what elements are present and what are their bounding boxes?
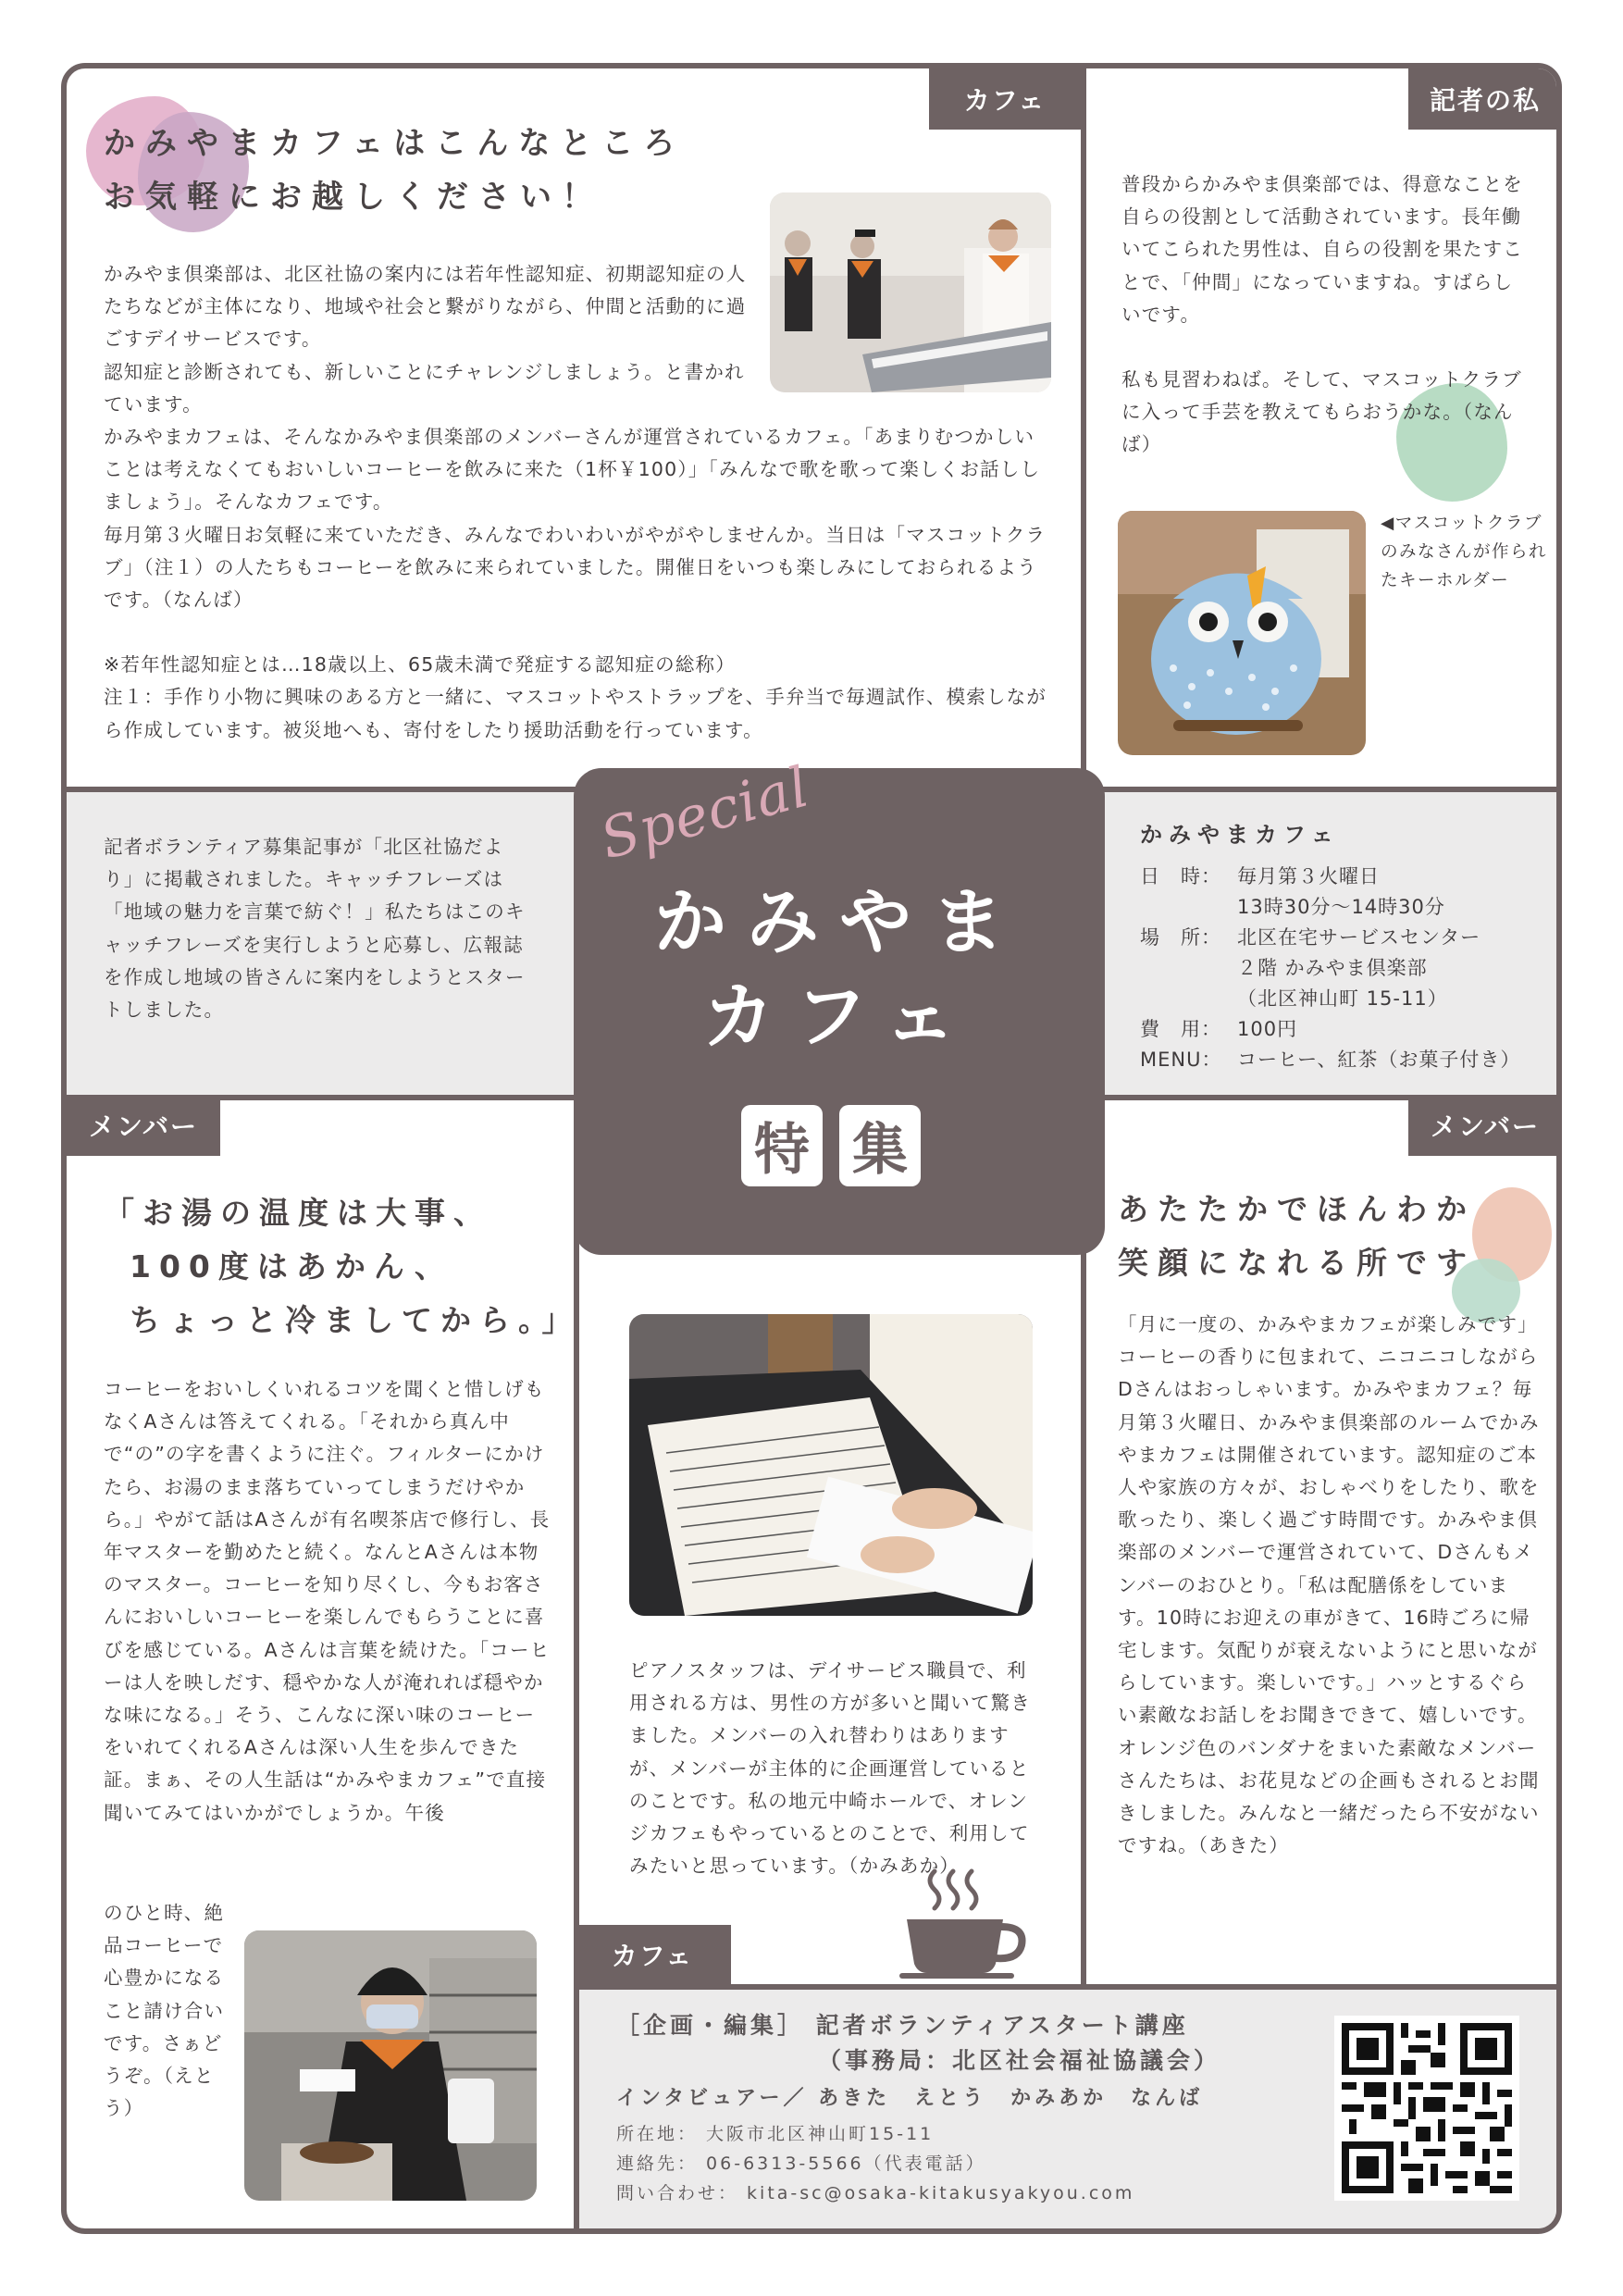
member-right-heading-line2: 笑顔になれる所です: [1118, 1245, 1476, 1281]
info-key-time: [1140, 892, 1237, 923]
info-key-date: 日 時：: [1140, 865, 1221, 887]
intro-heading-line2: お気軽にお越しください！: [104, 179, 603, 216]
intro-text-1: かみやま倶楽部は、北区社協の案内には若年性認知症、初期認知症の人たちなどが主体になり、地域や社会と繋がりながら、仲間と活動的に過ごすデイサービスです。: [104, 263, 747, 351]
tag-cafe-bottom: カフェ: [574, 1925, 731, 1984]
intro-text-4: 毎月第３火曜日お気軽に来ていただき、みんなでわいわいがやがやしませんか。当日は「マスコットクラブ」（注１）の人たちもコーヒーを飲みに来られていました。開催日をいつも楽しみにしておられるようです。（なんば）: [104, 523, 1047, 612]
info-val-address: （北区神山町 15-11）: [1237, 987, 1448, 1010]
photo-master-coffee: [244, 1930, 537, 2201]
special-title-line1: かみやま: [653, 881, 1024, 964]
tag-member-right: メンバー: [1408, 1095, 1562, 1156]
intro-heading: [104, 117, 751, 224]
member-right-heading: [1118, 1183, 1553, 1290]
footer-text: [616, 2008, 1282, 2208]
reporter-paragraph-2: 私も見習わねば。そして、マスコットクラブに入って手芸を教えてもらおうかな。（なんば）: [1121, 368, 1522, 456]
special-title-line2: カフェ: [701, 975, 977, 1059]
member-left-quote: [104, 1186, 581, 1347]
footer-email: 問い合わせ： kita-sc@osaka-kitakusyakyou.com: [616, 2183, 1135, 2203]
info-val-place: 北区在宅サービスセンター: [1237, 926, 1481, 949]
info-row-fee: [1140, 1014, 1547, 1045]
info-key-fee: 費 用：: [1140, 1018, 1221, 1040]
info-key-menu: MENU：: [1140, 1049, 1222, 1071]
footer-interviewers: インタビュアー／ あきた えとう かみあか なんば: [616, 2087, 1204, 2110]
intro-note-2: 注１：手作り小物に興味のある方と一緒に、マスコットやストラップを、手弁当で毎週試作、模索しながら作成しています。被災地へも、寄付をしたり援助活動を行っています。: [104, 686, 1047, 741]
info-key-floor: [1140, 953, 1237, 984]
divider-top: [1081, 68, 1086, 792]
info-row-floor: [1140, 953, 1547, 984]
info-val-fee: 100円: [1237, 1018, 1298, 1040]
intro-paragraph-1: [104, 258, 751, 356]
intro-paragraph-3: [104, 421, 1047, 519]
info-row-menu: [1140, 1045, 1547, 1075]
piano-text: ピアノスタッフは、デイサービス職員で、利用される方は、男性の方が多いと聞いて驚きました。メンバーの入れ替わりはありますが、メンバーが主体的に企画運営しているとのことです。私の地元中崎ホールで、オレンジカフェもやっているとのことで、利用してみたいと思っています。（かみあか）: [629, 1659, 1031, 1878]
member-right-heading-line1: あたたかでほんわか: [1118, 1191, 1476, 1227]
member-left-text-wide: コーヒーをおいしくいれるコツを聞くと惜しげもなくAさんは答えてくれる。「それから真ん中で“の”の字を書くように注ぐ。フィルターにかけたら、お湯のまま落ちていってしまうだけやから。」やがて話はAさんが有名喫茶店で修行し、長年マスターを勤めたと続く。なんとAさんは本物のマスター。コーヒーを知り尽くし、今もお客さんにおいしいコーヒーを楽しんでもらうことに喜びを感じている。Aさんは言葉を続けた。「コーヒーは人を映しだす、穏やかな人が淹れれば穏やかな味になる。」そう、こんなに深い味のコーヒーをいれてくれるAさんは深い人生を歩んできた証。まぁ、その人生話は“かみやまカフェ”で直接聞いてみてはいかがでしょうか。午後: [104, 1378, 551, 1824]
info-val-date: 毎月第３火曜日: [1237, 865, 1380, 887]
reporter-caption: ◀マスコットクラブのみなさんが作られたキーホルダー: [1381, 514, 1548, 590]
tag-reporter: 記者の私: [1408, 68, 1562, 130]
tag-member-left: メンバー: [67, 1095, 220, 1156]
intro-body: [104, 258, 1047, 747]
coffee-cup-icon: [899, 1868, 1029, 1980]
info-title: かみやまカフェ: [1140, 822, 1340, 848]
footer-address: 所在地： 大阪市北区神山町15-11: [616, 2124, 935, 2144]
info-val-time: 13時30分～14時30分: [1237, 896, 1445, 918]
intro-heading-line1: かみやまカフェはこんなところ: [104, 125, 686, 162]
tag-cafe-top: カフェ: [929, 68, 1081, 130]
info-key-address: [1140, 984, 1237, 1014]
footer-line1: ［企画・編集］ 記者ボランティアスタート講座: [616, 2012, 1189, 2039]
member-left-quote-line1: 「お湯の温度は大事、: [104, 1195, 492, 1231]
special-badge-2: 集: [839, 1105, 921, 1186]
info-block: [1140, 816, 1547, 1075]
special-badge-1: 特: [741, 1105, 823, 1186]
intro-text-2: 認知症と診断されても、新しいことにチャレンジしましょう。と書かれています。: [104, 360, 745, 416]
reporter-paragraph-1: 普段からかみやま倶楽部では、得意なことを自らの役割として活動されています。長年働いてこられた男性は、自らの役割を果たすことで、「仲間」になっていますね。すばらしいです。: [1121, 173, 1523, 326]
info-row-place: [1140, 923, 1547, 953]
intro-note-1: ※若年性認知症とは…18歳以上、65歳未満で発症する認知症の総称）: [104, 653, 736, 676]
photo-owl-keyholder: [1118, 511, 1366, 755]
info-val-menu: コーヒー、紅茶（お菓子付き）: [1237, 1049, 1521, 1071]
special-script: Special: [593, 754, 816, 873]
info-row-address: [1140, 984, 1547, 1014]
footer-phone: 連絡先： 06-6313-5566（代表電話）: [616, 2153, 986, 2174]
member-left-quote-line2: 100度はあかん、: [130, 1248, 453, 1285]
member-left-quote-line3: ちょっと冷ましてから。」: [130, 1302, 581, 1338]
footer-top-line: [579, 1984, 1562, 1990]
page-frame: [61, 63, 1562, 2234]
intro-paragraph-4: [104, 519, 1047, 617]
info-row-time: [1140, 892, 1547, 923]
photo-piano: [629, 1314, 1033, 1616]
member-left-text-narrow: のひと時、絶品コーヒーで心豊かになること請け合いです。さぁどうぞ。（えとう）: [104, 1902, 225, 2120]
info-val-floor: ２階 かみやま倶楽部: [1237, 957, 1428, 979]
intro-text-3: かみやまカフェは、そんなかみやま倶楽部のメンバーさんが運営されているカフェ。「あまりむつかしいことは考えなくてもおいしいコーヒーを飲みに来た（1杯￥100）」「みんなで歌を歌って楽しくお話ししましょう」。そんなカフェです。: [104, 426, 1041, 514]
member-right-text: 「月に一度の、かみやまカフェが楽しみです」コーヒーの香りに包まれて、ニコニコしながらDさんはおっしゃいます。かみやまカフェ？毎月第３火曜日、かみやま倶楽部のルームでかみやまカフェは開催されています。認知症のご本人や家族の方々が、おしゃべりをしたり、歌を歌ったり、楽しく過ごす時間です。かみやま倶楽部のメンバーで運営されていて、Dさんもメンバーのおひとり。「私は配膳係をしています。10時にお迎えの車がきて、16時ごろに帰宅します。気配りが衰えないようにと思いながらしています。楽しいです。」ハッとするぐらい素敵なお話しをお聞きできて、嬉しいです。オレンジ色のバンダナをまいた素敵なメンバーさんたちは、お花見などの企画もされるとお聞きしました。みんなと一緒だったら不安がないですね。（あきた）: [1118, 1313, 1540, 1857]
volunteer-text: 記者ボランティア募集記事が「北区社協だより」に掲載されました。キャッチフレーズは「地域の魅力を言葉で紡ぐ！」私たちはこのキャッチフレーズを実行しようと応募し、広報誌を作成し地域の皆さんに案内をしようとスタートしました。: [104, 836, 526, 1022]
qr-code[interactable]: [1334, 2016, 1519, 2201]
intro-paragraph-2: [104, 356, 751, 421]
info-key-place: 場 所：: [1140, 926, 1221, 949]
info-row-date: [1140, 862, 1547, 892]
reporter-body: [1121, 168, 1529, 462]
footer-line2: （事務局：北区社会福祉協議会）: [818, 2047, 1221, 2074]
